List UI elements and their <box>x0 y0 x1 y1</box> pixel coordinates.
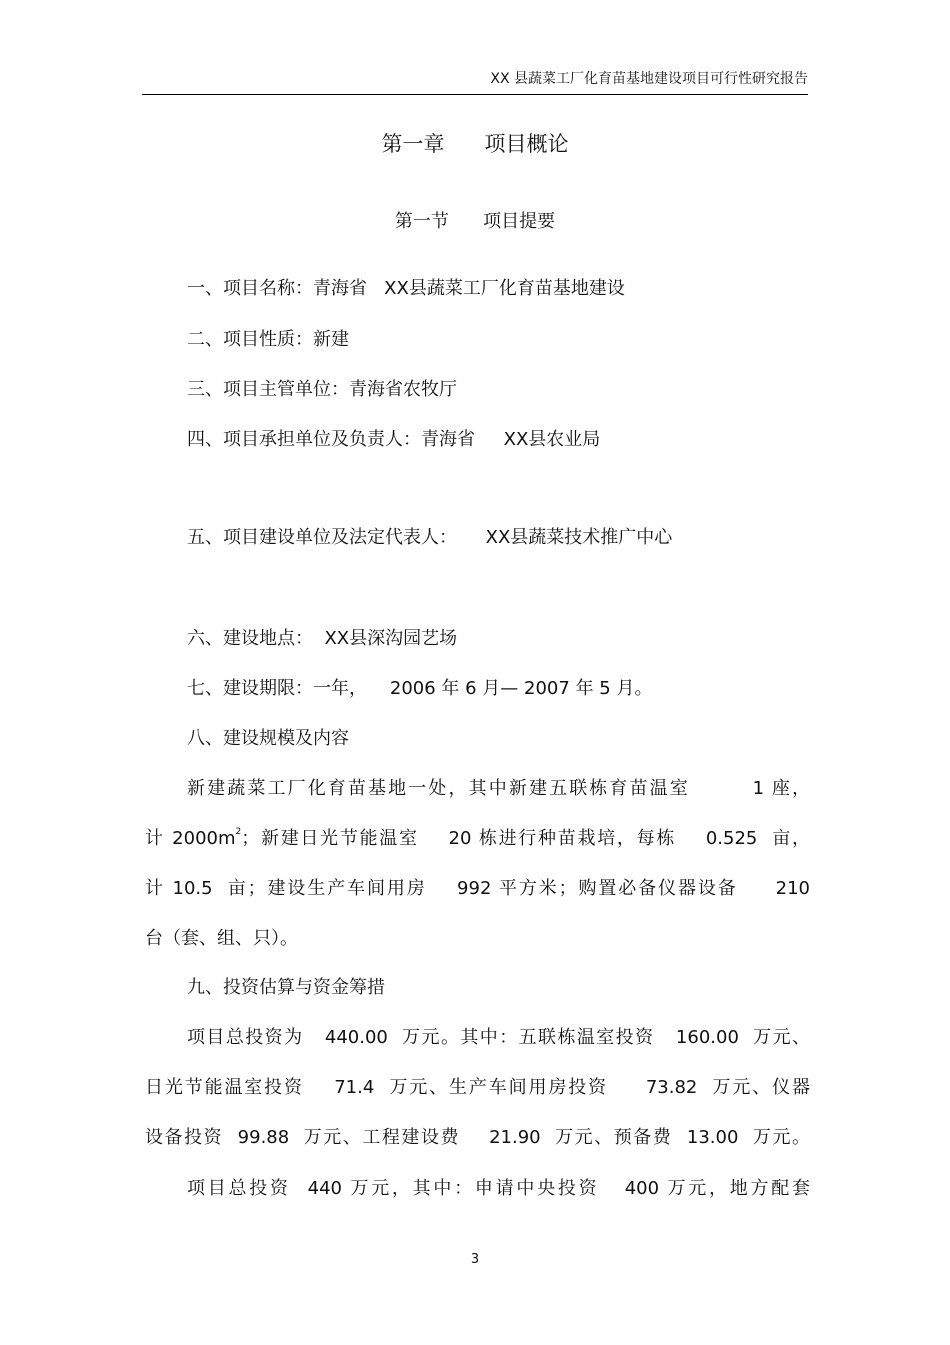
list-item: 四、项目承担单位及负责人：青海省 XX县农业局 <box>187 429 601 450</box>
list-item: 三、项目主管单位：青海省农牧厅 <box>187 379 457 400</box>
header-rule <box>142 94 808 95</box>
section-title: 第一节 项目提要 <box>394 211 556 232</box>
list-item: 九、投资估算与资金筹措 <box>187 977 385 998</box>
chapter-title: 第一章 项目概论 <box>381 132 569 156</box>
running-header: XX 县蔬菜工厂化育苗基地建设项目可行性研究报告 <box>490 71 808 87</box>
page-number: 3 <box>470 1252 480 1267</box>
paragraph-line: 项目总投资 440 万元，其中：申请中央投资 400 万元，地方配套 <box>187 1178 810 1199</box>
superscript: 2 <box>235 827 242 837</box>
list-item: 七、建设期限：一年， 2006 年 6 月— 2007 年 5 月。 <box>187 678 653 699</box>
text-run: 计 2000m <box>145 828 236 849</box>
list-item: 八、建设规模及内容 <box>187 728 349 749</box>
paragraph-line: 计 10.5 亩；建设生产车间用房 992 平方米；购置必备仪器设备 210 <box>145 878 810 899</box>
paragraph-line: 日光节能温室投资 71.4 万元、生产车间用房投资 73.82 万元、仪器 <box>145 1077 810 1098</box>
text-run: ；新建日光节能温室 20 栋进行种苗栽培，每栋 0.525 亩， <box>241 828 810 849</box>
paragraph-line: 项目总投资为 440.00 万元。其中：五联栋温室投资 160.00 万元、 <box>187 1027 810 1048</box>
paragraph-line: 新建蔬菜工厂化育苗基地一处，其中新建五联栋育苗温室 1 座， <box>187 778 810 799</box>
list-item: 五、项目建设单位及法定代表人： XX县蔬菜技术推广中心 <box>187 527 673 548</box>
paragraph-line: 设备投资 99.88 万元、工程建设费 21.90 万元、预备费 13.00 万元。 <box>145 1127 810 1148</box>
list-item: 二、项目性质：新建 <box>187 329 349 350</box>
list-item: 六、建设地点： XX县深沟园艺场 <box>187 628 458 649</box>
paragraph-line <box>145 826 810 852</box>
paragraph-line: 台（套、组、只）。 <box>145 928 298 949</box>
list-item: 一、项目名称：青海省 XX县蔬菜工厂化育苗基地建设 <box>187 278 625 299</box>
